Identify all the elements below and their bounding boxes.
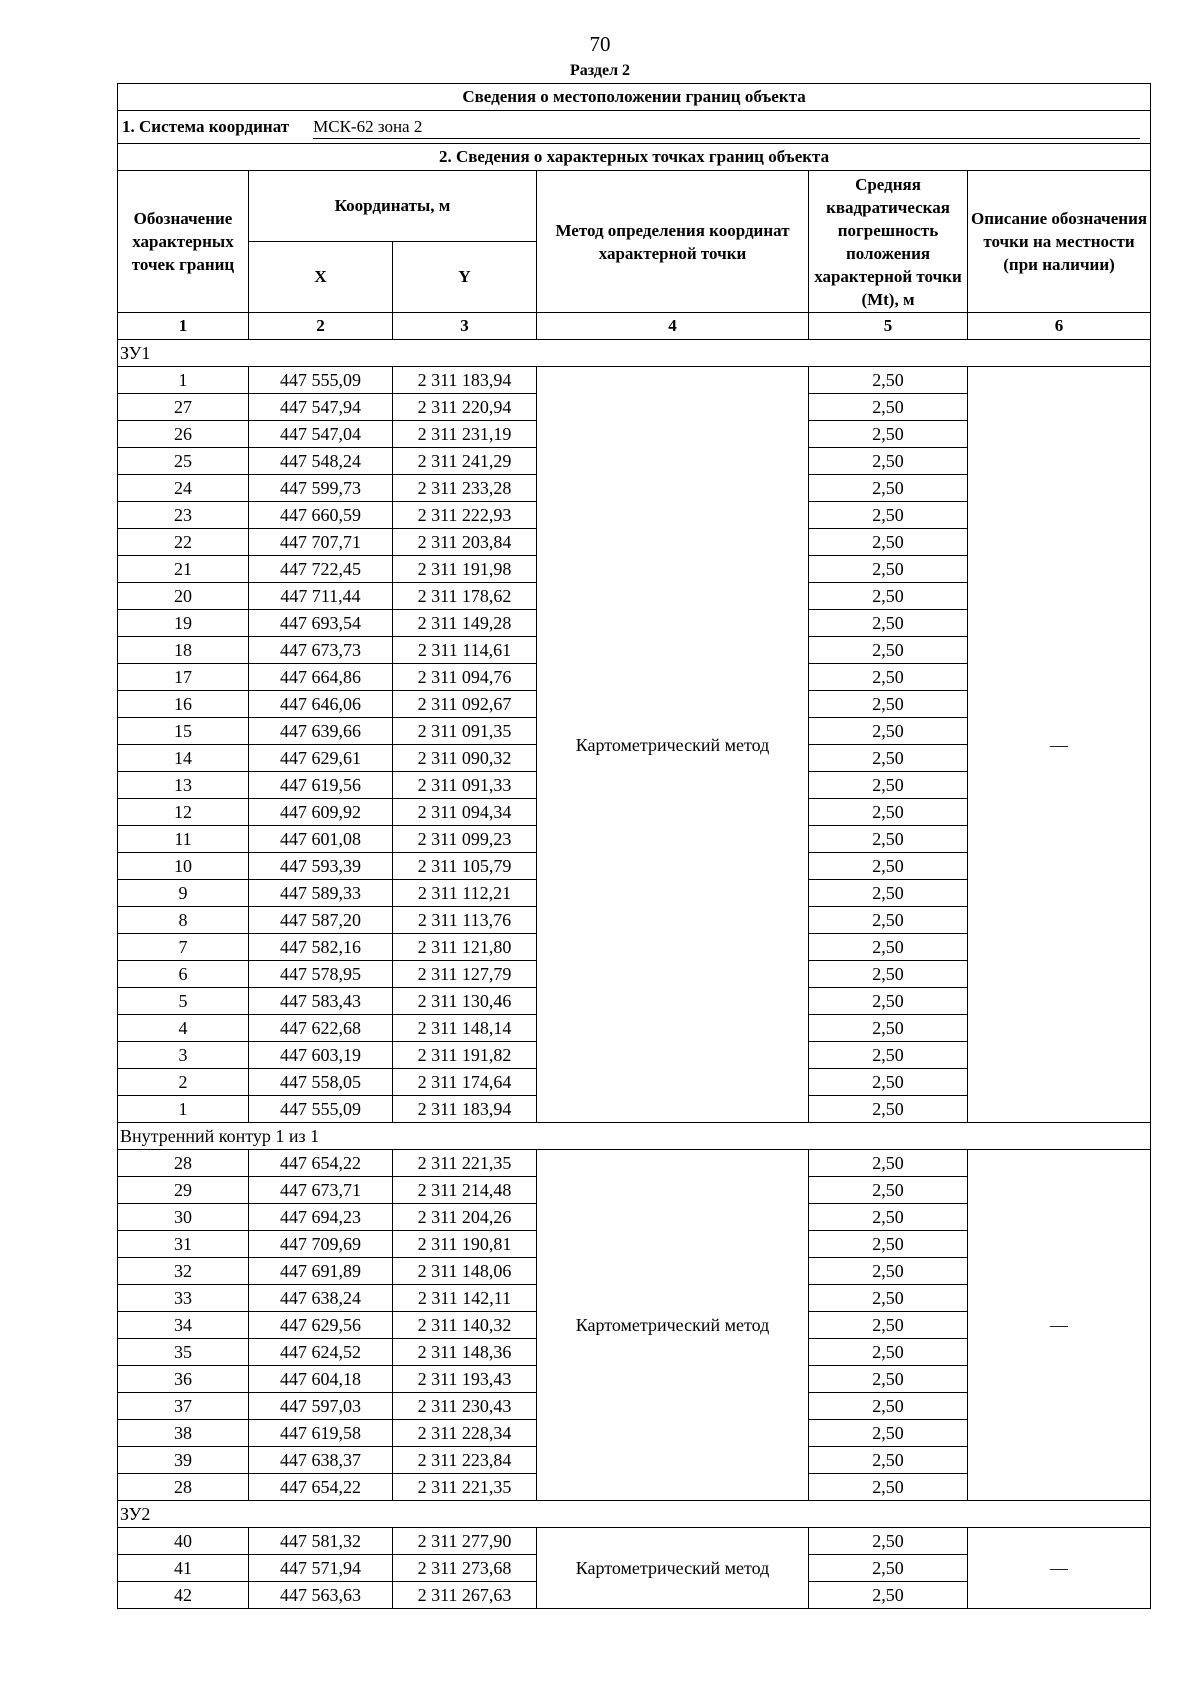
error-value: 2,50 <box>809 448 968 475</box>
point-number: 26 <box>118 421 249 448</box>
y-coordinate: 2 311 099,23 <box>393 826 537 853</box>
y-coordinate: 2 311 220,94 <box>393 394 537 421</box>
y-coordinate: 2 311 127,79 <box>393 961 537 988</box>
point-number: 39 <box>118 1447 249 1474</box>
error-value: 2,50 <box>809 907 968 934</box>
point-number: 3 <box>118 1042 249 1069</box>
coord-system-value: МСК-62 зона 2 <box>313 116 1140 139</box>
error-value: 2,50 <box>809 583 968 610</box>
y-coordinate: 2 311 091,33 <box>393 772 537 799</box>
x-coordinate: 447 558,05 <box>249 1069 393 1096</box>
group-title: ЗУ1 <box>118 340 1151 367</box>
point-number: 1 <box>118 1096 249 1123</box>
method-cell: Картометрический метод <box>537 367 809 1123</box>
col-number: 4 <box>537 313 809 340</box>
coord-system-row <box>118 111 1151 144</box>
point-number: 9 <box>118 880 249 907</box>
col-number: 6 <box>968 313 1151 340</box>
point-number: 14 <box>118 745 249 772</box>
point-number: 28 <box>118 1150 249 1177</box>
point-number: 22 <box>118 529 249 556</box>
x-coordinate: 447 597,03 <box>249 1393 393 1420</box>
point-number: 10 <box>118 853 249 880</box>
x-coordinate: 447 587,20 <box>249 907 393 934</box>
y-coordinate: 2 311 090,32 <box>393 745 537 772</box>
y-coordinate: 2 311 140,32 <box>393 1312 537 1339</box>
error-value: 2,50 <box>809 826 968 853</box>
header-error: Средняя квадратическая погрешность положения характерной точки (Mt), м <box>809 171 968 313</box>
y-coordinate: 2 311 222,93 <box>393 502 537 529</box>
x-coordinate: 447 673,73 <box>249 637 393 664</box>
point-number: 25 <box>118 448 249 475</box>
error-value: 2,50 <box>809 880 968 907</box>
x-coordinate: 447 694,23 <box>249 1204 393 1231</box>
error-value: 2,50 <box>809 772 968 799</box>
error-value: 2,50 <box>809 1528 968 1555</box>
error-value: 2,50 <box>809 1258 968 1285</box>
x-coordinate: 447 593,39 <box>249 853 393 880</box>
col-number: 3 <box>393 313 537 340</box>
x-coordinate: 447 639,66 <box>249 718 393 745</box>
x-coordinate: 447 589,33 <box>249 880 393 907</box>
point-number: 13 <box>118 772 249 799</box>
y-coordinate: 2 311 148,36 <box>393 1339 537 1366</box>
header-coordinates: Координаты, м <box>249 171 537 242</box>
y-coordinate: 2 311 273,68 <box>393 1555 537 1582</box>
x-coordinate: 447 646,06 <box>249 691 393 718</box>
coord-system-label: 1. Система координат <box>122 117 290 136</box>
x-coordinate: 447 693,54 <box>249 610 393 637</box>
point-number: 6 <box>118 961 249 988</box>
point-number: 35 <box>118 1339 249 1366</box>
error-value: 2,50 <box>809 502 968 529</box>
y-coordinate: 2 311 149,28 <box>393 610 537 637</box>
description-cell: — <box>968 1150 1151 1501</box>
table-title: Сведения о местоположении границ объекта <box>118 84 1151 111</box>
y-coordinate: 2 311 094,34 <box>393 799 537 826</box>
y-coordinate: 2 311 230,43 <box>393 1393 537 1420</box>
x-coordinate: 447 601,08 <box>249 826 393 853</box>
y-coordinate: 2 311 112,21 <box>393 880 537 907</box>
error-value: 2,50 <box>809 1474 968 1501</box>
y-coordinate: 2 311 191,82 <box>393 1042 537 1069</box>
point-number: 31 <box>118 1231 249 1258</box>
points-title: 2. Сведения о характерных точках границ объекта <box>118 144 1151 171</box>
x-coordinate: 447 547,04 <box>249 421 393 448</box>
x-coordinate: 447 624,52 <box>249 1339 393 1366</box>
table-row <box>118 367 1151 394</box>
point-number: 2 <box>118 1069 249 1096</box>
point-number: 38 <box>118 1420 249 1447</box>
error-value: 2,50 <box>809 1231 968 1258</box>
x-coordinate: 447 555,09 <box>249 1096 393 1123</box>
point-number: 4 <box>118 1015 249 1042</box>
y-coordinate: 2 311 130,46 <box>393 988 537 1015</box>
x-coordinate: 447 555,09 <box>249 367 393 394</box>
x-coordinate: 447 638,37 <box>249 1447 393 1474</box>
method-cell: Картометрический метод <box>537 1528 809 1609</box>
x-coordinate: 447 609,92 <box>249 799 393 826</box>
error-value: 2,50 <box>809 529 968 556</box>
x-coordinate: 447 563,63 <box>249 1582 393 1609</box>
y-coordinate: 2 311 231,19 <box>393 421 537 448</box>
point-number: 36 <box>118 1366 249 1393</box>
header-designation: Обозначение характерных точек границ <box>118 171 249 313</box>
error-value: 2,50 <box>809 1447 968 1474</box>
x-coordinate: 447 583,43 <box>249 988 393 1015</box>
point-number: 33 <box>118 1285 249 1312</box>
error-value: 2,50 <box>809 1366 968 1393</box>
y-coordinate: 2 311 191,98 <box>393 556 537 583</box>
point-number: 12 <box>118 799 249 826</box>
error-value: 2,50 <box>809 610 968 637</box>
y-coordinate: 2 311 174,64 <box>393 1069 537 1096</box>
x-coordinate: 447 581,32 <box>249 1528 393 1555</box>
error-value: 2,50 <box>809 475 968 502</box>
error-value: 2,50 <box>809 1312 968 1339</box>
point-number: 40 <box>118 1528 249 1555</box>
point-number: 24 <box>118 475 249 502</box>
y-coordinate: 2 311 091,35 <box>393 718 537 745</box>
x-coordinate: 447 654,22 <box>249 1474 393 1501</box>
y-coordinate: 2 311 241,29 <box>393 448 537 475</box>
point-number: 29 <box>118 1177 249 1204</box>
y-coordinate: 2 311 148,14 <box>393 1015 537 1042</box>
y-coordinate: 2 311 221,35 <box>393 1474 537 1501</box>
error-value: 2,50 <box>809 556 968 583</box>
x-coordinate: 447 629,61 <box>249 745 393 772</box>
x-coordinate: 447 711,44 <box>249 583 393 610</box>
x-coordinate: 447 660,59 <box>249 502 393 529</box>
error-value: 2,50 <box>809 1393 968 1420</box>
point-number: 19 <box>118 610 249 637</box>
y-coordinate: 2 311 221,35 <box>393 1150 537 1177</box>
x-coordinate: 447 629,56 <box>249 1312 393 1339</box>
col-number: 1 <box>118 313 249 340</box>
point-number: 17 <box>118 664 249 691</box>
error-value: 2,50 <box>809 1420 968 1447</box>
y-coordinate: 2 311 183,94 <box>393 367 537 394</box>
error-value: 2,50 <box>809 1177 968 1204</box>
error-value: 2,50 <box>809 421 968 448</box>
x-coordinate: 447 709,69 <box>249 1231 393 1258</box>
error-value: 2,50 <box>809 1285 968 1312</box>
y-coordinate: 2 311 183,94 <box>393 1096 537 1123</box>
x-coordinate: 447 691,89 <box>249 1258 393 1285</box>
error-value: 2,50 <box>809 799 968 826</box>
method-cell: Картометрический метод <box>537 1150 809 1501</box>
point-number: 18 <box>118 637 249 664</box>
error-value: 2,50 <box>809 637 968 664</box>
point-number: 1 <box>118 367 249 394</box>
x-coordinate: 447 603,19 <box>249 1042 393 1069</box>
y-coordinate: 2 311 094,76 <box>393 664 537 691</box>
error-value: 2,50 <box>809 853 968 880</box>
description-cell: — <box>968 367 1151 1123</box>
error-value: 2,50 <box>809 394 968 421</box>
y-coordinate: 2 311 228,34 <box>393 1420 537 1447</box>
x-coordinate: 447 582,16 <box>249 934 393 961</box>
y-coordinate: 2 311 267,63 <box>393 1582 537 1609</box>
x-coordinate: 447 673,71 <box>249 1177 393 1204</box>
x-coordinate: 447 638,24 <box>249 1285 393 1312</box>
x-coordinate: 447 619,56 <box>249 772 393 799</box>
y-coordinate: 2 311 142,11 <box>393 1285 537 1312</box>
point-number: 42 <box>118 1582 249 1609</box>
table-row <box>118 1150 1151 1177</box>
y-coordinate: 2 311 233,28 <box>393 475 537 502</box>
point-number: 28 <box>118 1474 249 1501</box>
y-coordinate: 2 311 092,67 <box>393 691 537 718</box>
point-number: 23 <box>118 502 249 529</box>
y-coordinate: 2 311 190,81 <box>393 1231 537 1258</box>
x-coordinate: 447 654,22 <box>249 1150 393 1177</box>
section-title: Раздел 2 <box>569 62 631 79</box>
point-number: 7 <box>118 934 249 961</box>
error-value: 2,50 <box>809 961 968 988</box>
point-number: 20 <box>118 583 249 610</box>
point-number: 16 <box>118 691 249 718</box>
description-cell: — <box>968 1528 1151 1609</box>
error-value: 2,50 <box>809 367 968 394</box>
y-coordinate: 2 311 277,90 <box>393 1528 537 1555</box>
y-coordinate: 2 311 121,80 <box>393 934 537 961</box>
x-coordinate: 447 722,45 <box>249 556 393 583</box>
table-row <box>118 1528 1151 1555</box>
error-value: 2,50 <box>809 664 968 691</box>
y-coordinate: 2 311 148,06 <box>393 1258 537 1285</box>
error-value: 2,50 <box>809 1555 968 1582</box>
y-coordinate: 2 311 105,79 <box>393 853 537 880</box>
error-value: 2,50 <box>809 718 968 745</box>
error-value: 2,50 <box>809 1582 968 1609</box>
header-x: X <box>249 242 393 313</box>
point-number: 11 <box>118 826 249 853</box>
point-number: 32 <box>118 1258 249 1285</box>
y-coordinate: 2 311 193,43 <box>393 1366 537 1393</box>
header-y: Y <box>393 242 537 313</box>
point-number: 5 <box>118 988 249 1015</box>
x-coordinate: 447 619,58 <box>249 1420 393 1447</box>
group-title: ЗУ2 <box>118 1501 1151 1528</box>
x-coordinate: 447 548,24 <box>249 448 393 475</box>
header-description: Описание обозначения точки на местности (при наличии) <box>968 171 1151 313</box>
error-value: 2,50 <box>809 988 968 1015</box>
x-coordinate: 447 599,73 <box>249 475 393 502</box>
y-coordinate: 2 311 114,61 <box>393 637 537 664</box>
boundary-points-table <box>117 83 1151 1609</box>
point-number: 41 <box>118 1555 249 1582</box>
y-coordinate: 2 311 204,26 <box>393 1204 537 1231</box>
error-value: 2,50 <box>809 1150 968 1177</box>
page-number: 70 <box>589 32 611 56</box>
col-number: 5 <box>809 313 968 340</box>
error-value: 2,50 <box>809 1015 968 1042</box>
point-number: 15 <box>118 718 249 745</box>
x-coordinate: 447 664,86 <box>249 664 393 691</box>
y-coordinate: 2 311 214,48 <box>393 1177 537 1204</box>
x-coordinate: 447 571,94 <box>249 1555 393 1582</box>
point-number: 27 <box>118 394 249 421</box>
point-number: 34 <box>118 1312 249 1339</box>
x-coordinate: 447 604,18 <box>249 1366 393 1393</box>
y-coordinate: 2 311 203,84 <box>393 529 537 556</box>
y-coordinate: 2 311 178,62 <box>393 583 537 610</box>
point-number: 21 <box>118 556 249 583</box>
point-number: 37 <box>118 1393 249 1420</box>
error-value: 2,50 <box>809 1339 968 1366</box>
x-coordinate: 447 547,94 <box>249 394 393 421</box>
header-method: Метод определения координат характерной точки <box>537 171 809 313</box>
col-number: 2 <box>249 313 393 340</box>
y-coordinate: 2 311 113,76 <box>393 907 537 934</box>
point-number: 8 <box>118 907 249 934</box>
x-coordinate: 447 622,68 <box>249 1015 393 1042</box>
error-value: 2,50 <box>809 1042 968 1069</box>
x-coordinate: 447 578,95 <box>249 961 393 988</box>
y-coordinate: 2 311 223,84 <box>393 1447 537 1474</box>
error-value: 2,50 <box>809 1204 968 1231</box>
x-coordinate: 447 707,71 <box>249 529 393 556</box>
error-value: 2,50 <box>809 934 968 961</box>
error-value: 2,50 <box>809 745 968 772</box>
group-title: Внутренний контур 1 из 1 <box>118 1123 1151 1150</box>
error-value: 2,50 <box>809 691 968 718</box>
error-value: 2,50 <box>809 1069 968 1096</box>
point-number: 30 <box>118 1204 249 1231</box>
error-value: 2,50 <box>809 1096 968 1123</box>
